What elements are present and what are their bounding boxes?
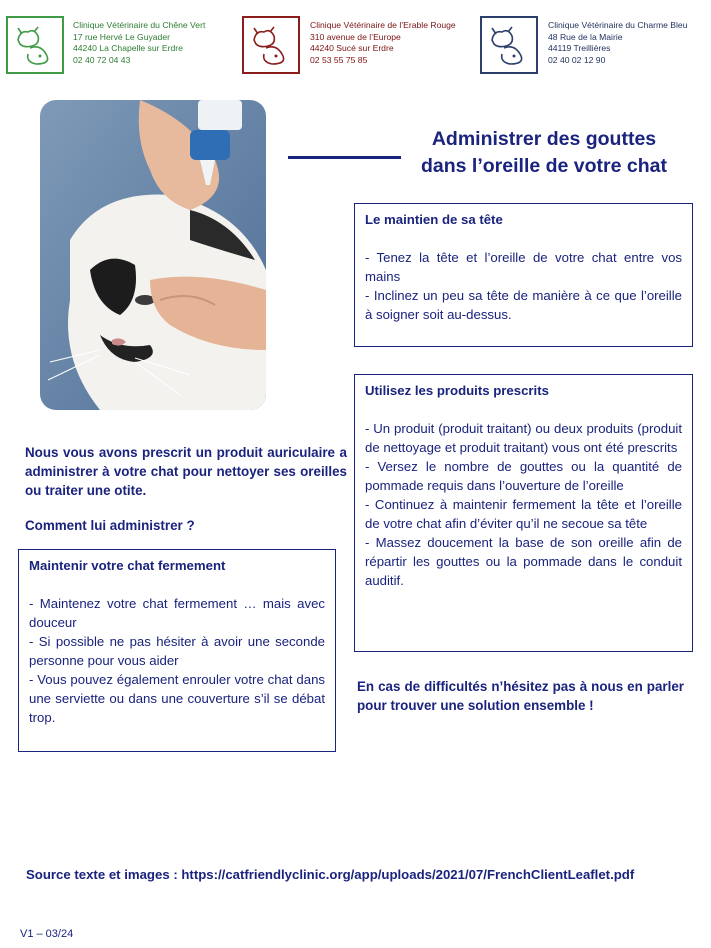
list-item: - Tenez la tête et l’oreille de votre chat entre vos mains: [365, 250, 682, 284]
head-hold-box: [354, 203, 693, 347]
clinic-info: [73, 20, 205, 66]
list-item: - Maintenez votre chat fermement … mais avec douceur: [29, 596, 325, 630]
page-title: [405, 126, 683, 180]
title-decorative-rule: [288, 156, 401, 159]
clinic-city: 44240 La Chapelle sur Erdre: [73, 43, 183, 53]
list-item: - Un produit (produit traitant) ou deux produits (produit de nettoyage et produit traitant) vous ont été prescrits: [365, 421, 682, 455]
cat-dog-logo-icon: [6, 16, 64, 74]
list-item: - Vous pouvez également enrouler votre chat dans une serviette ou dans une couverture s’il se débat trop.: [29, 672, 325, 725]
cat-dog-logo-icon: [242, 16, 300, 74]
how-heading: Comment lui administrer ?: [25, 518, 195, 533]
version-label: V1 – 03/24: [20, 928, 74, 940]
clinic-phone: 02 40 72 04 43: [73, 54, 131, 65]
hold-cat-box: [18, 549, 336, 752]
box-title: Le maintien de sa tête: [365, 212, 503, 227]
clinic-city: 44240 Sucé sur Erdre: [310, 43, 394, 53]
clinic-phone: 02 40 02 12 90: [548, 54, 606, 65]
source-link[interactable]: Source texte et images : https://catfriendlyclinic.org/app/uploads/2021/07/FrenchClientLeaflet.pdf: [26, 867, 635, 882]
title-line-1: Administrer des gouttes: [431, 128, 657, 150]
cat-ear-drops-photo: [40, 100, 266, 410]
list-item: - Versez le nombre de gouttes ou la quantité de pommade requis dans l’ouverture de l’oreille: [365, 459, 682, 493]
intro-paragraph: Nous vous avons prescrit un produit auriculaire a administrer à votre chat pour nettoyer ses oreilles ou traiter une otite.: [25, 445, 347, 498]
clinic-street: 17 rue Hervé Le Guyader: [73, 31, 170, 42]
box-title: Utilisez les produits prescrits: [365, 383, 549, 398]
list-item: - Si possible ne pas hésiter à avoir une seconde personne pour vous aider: [29, 634, 325, 668]
clinic-street: 48 Rue de la Mairie: [548, 31, 623, 42]
list-item: - Continuez à maintenir fermement la tête et l’oreille de votre chat afin d’éviter qu’il ne secoue sa tête: [365, 497, 682, 531]
clinic-phone: 02 53 55 75 85: [310, 54, 368, 65]
list-item: - Inclinez un peu sa tête de manière à ce que l’oreille à soigner soit au-dessus.: [365, 288, 682, 322]
cat-dog-logo-icon: [480, 16, 538, 74]
box-title: Maintenir votre chat fermement: [29, 558, 226, 573]
clinic-name: Clinique Vétérinaire du Charme Bleu: [548, 20, 688, 30]
difficulty-note: En cas de difficultés n’hésitez pas à nous en parler pour trouver une solution ensemble !: [357, 679, 684, 713]
clinic-street: 310 avenue de l’Europe: [310, 31, 401, 42]
list-item: - Massez doucement la base de son oreille afin de répartir les gouttes ou la pommade dans le conduit auditif.: [365, 535, 682, 588]
clinic-name: Clinique Vétérinaire du Chêne Vert: [73, 20, 206, 30]
title-line-2: dans l’oreille de votre chat: [421, 155, 667, 177]
clinic-info: [548, 20, 688, 66]
clinic-city: 44119 Treillières: [548, 43, 611, 53]
products-box: [354, 374, 693, 652]
clinic-name: Clinique Vétérinaire de l’Erable Rouge: [310, 20, 456, 30]
clinic-info: [310, 20, 456, 66]
